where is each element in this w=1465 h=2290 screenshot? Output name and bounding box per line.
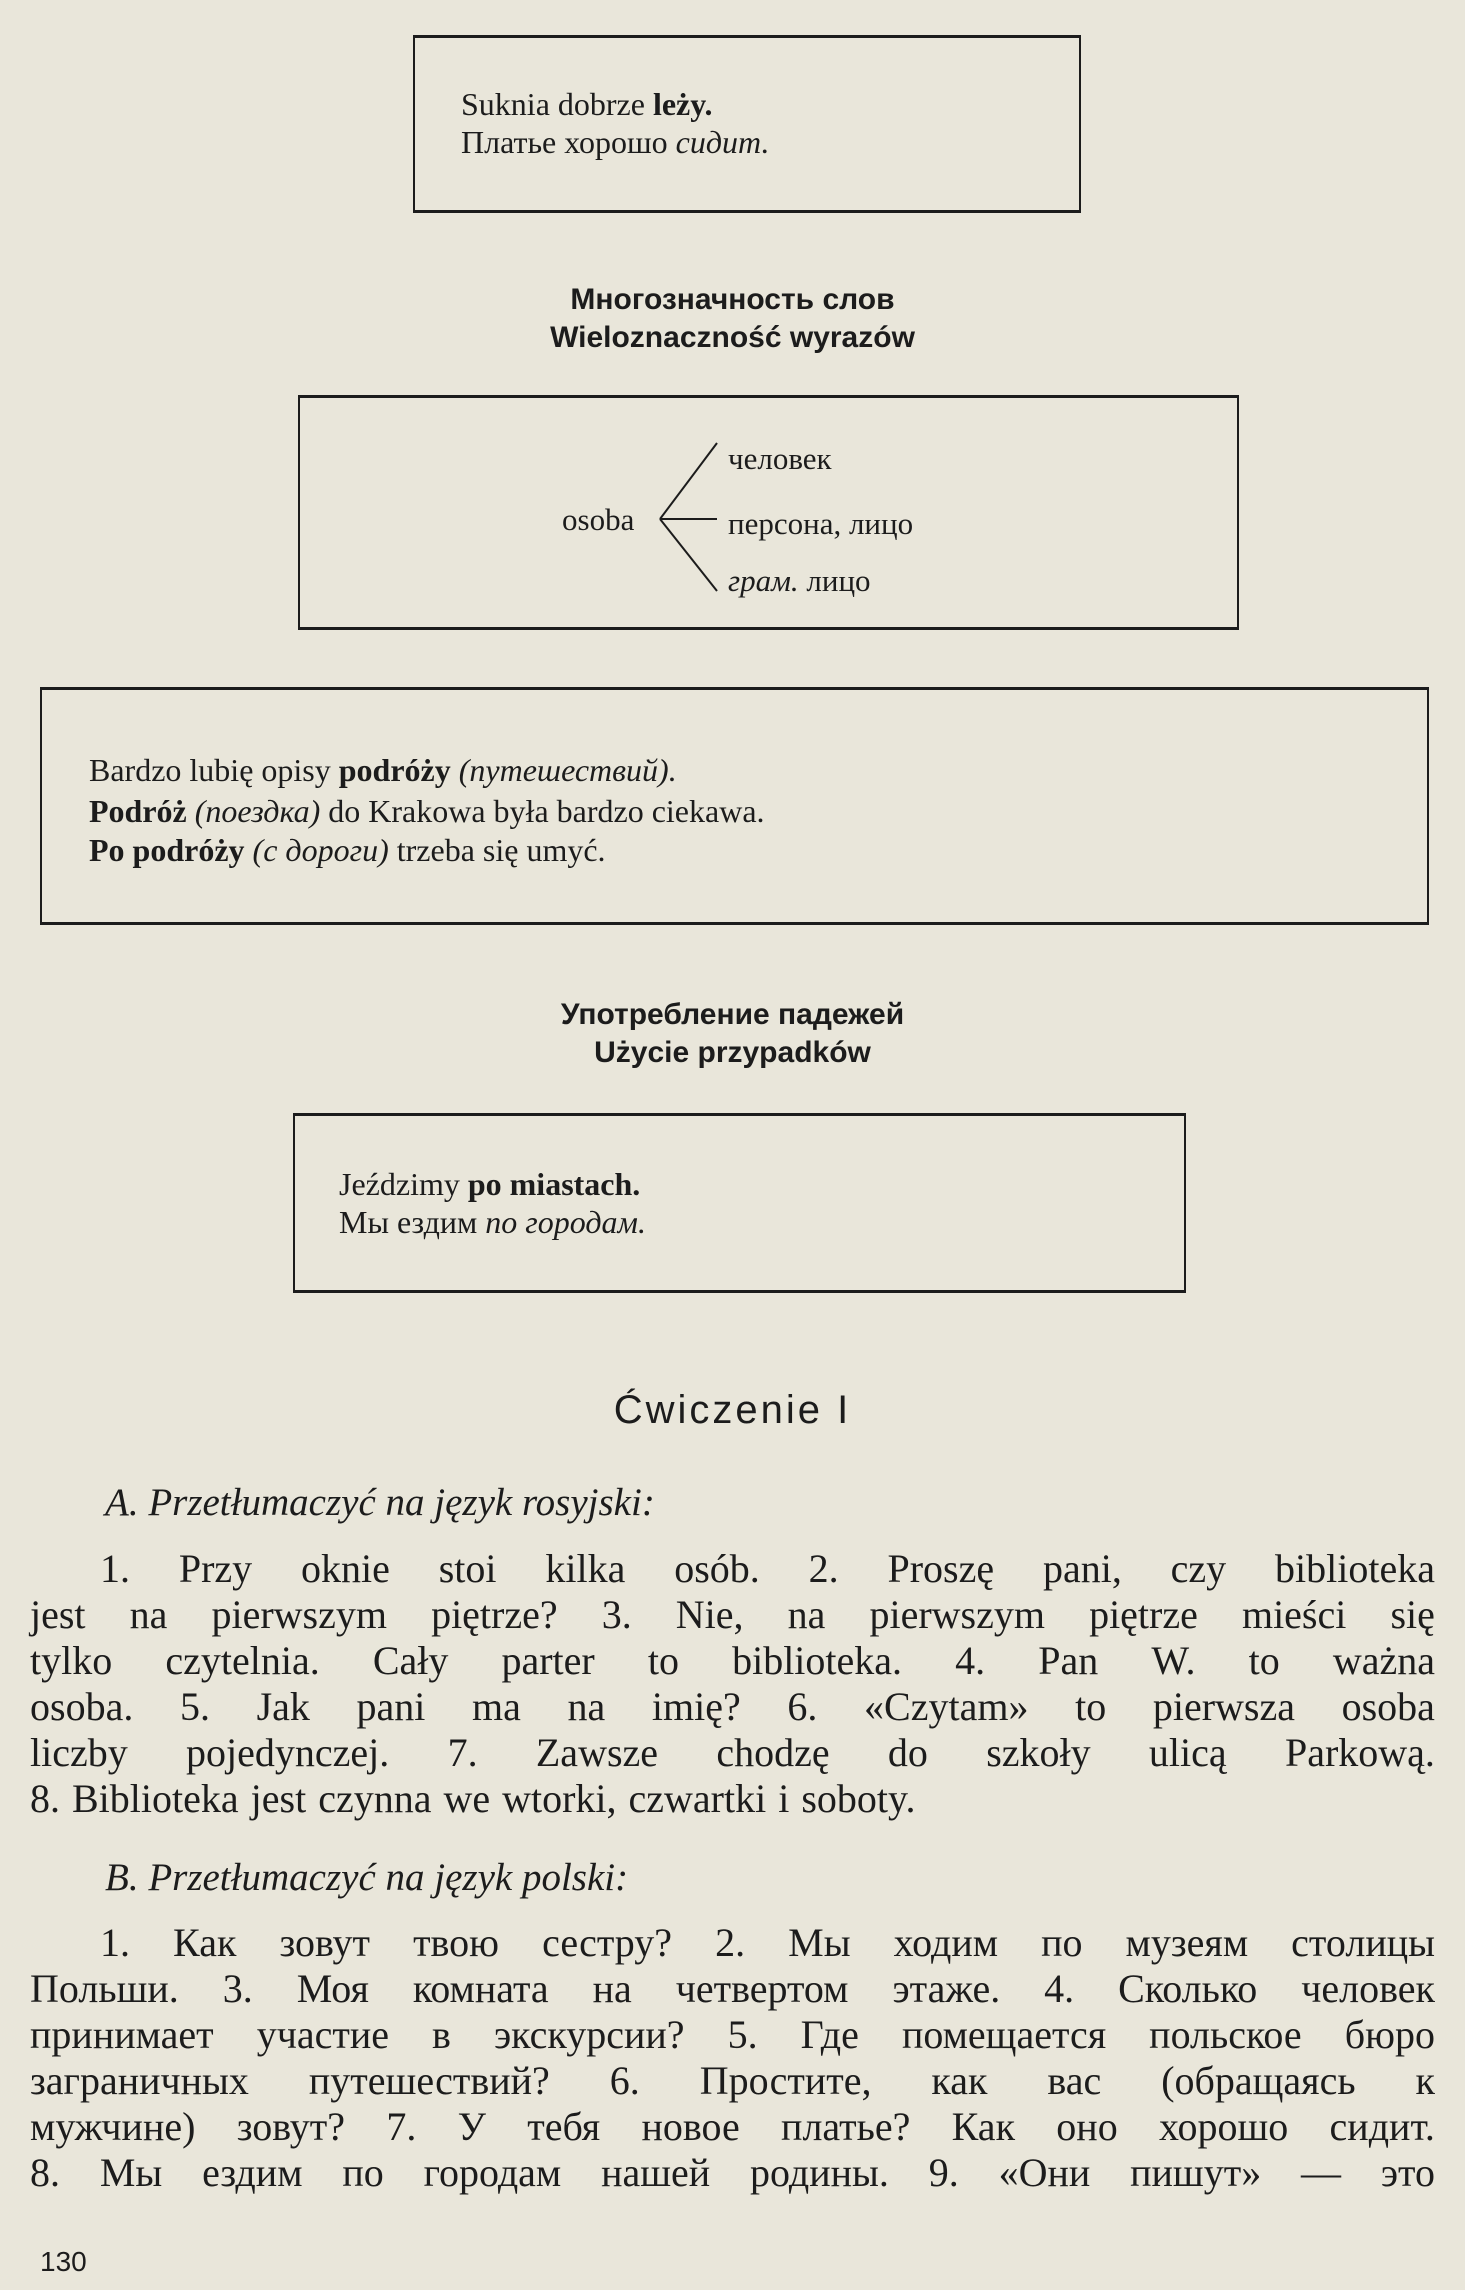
- word: «Они: [998, 2150, 1091, 2195]
- word: экскурсии?: [494, 2012, 685, 2057]
- word: музеям: [1125, 1920, 1249, 1965]
- word: 8.: [30, 2150, 60, 2195]
- word: 4.: [955, 1638, 986, 1683]
- word: czy: [1170, 1546, 1227, 1591]
- word: ważna: [1332, 1638, 1435, 1683]
- word: Польши.: [30, 1966, 179, 2011]
- polish-sentence: Suknia dobrze leży.: [461, 86, 713, 122]
- meaning-3: грам. лицо: [728, 563, 871, 598]
- word: to: [1248, 1638, 1280, 1683]
- word: czwartki: [628, 1776, 767, 1821]
- word: Pan: [1038, 1638, 1099, 1683]
- word: biblioteka: [1275, 1546, 1435, 1591]
- word: liczby: [30, 1730, 128, 1775]
- example-box-sit: [413, 35, 1081, 213]
- word: вас: [1047, 2058, 1102, 2103]
- word: в: [432, 2012, 451, 2057]
- word: 2.: [715, 1920, 746, 1965]
- word: ездим: [202, 2150, 303, 2195]
- word: to: [647, 1638, 679, 1683]
- word: (обращаясь: [1161, 2058, 1356, 2103]
- word: на: [592, 1966, 632, 2011]
- word: Proszę: [887, 1546, 995, 1591]
- word: польское: [1149, 2012, 1302, 2057]
- word: na: [567, 1684, 606, 1729]
- word: Сколько: [1118, 1966, 1258, 2011]
- word: У: [457, 2104, 486, 2149]
- word: 5.: [179, 1684, 210, 1729]
- word: зовут: [279, 1920, 371, 1965]
- polish-sentence: Jeździmy po miastach.: [339, 1166, 641, 1202]
- word: сестру?: [542, 1920, 673, 1965]
- word: городам: [423, 2150, 562, 2195]
- polysemy-diagram-box: [298, 395, 1239, 630]
- word: к: [1415, 2058, 1435, 2103]
- word: 5.: [727, 2012, 758, 2057]
- word: Parkową.: [1284, 1730, 1435, 1775]
- word: W.: [1151, 1638, 1196, 1683]
- example-box-travel: [40, 687, 1429, 925]
- word: czynna: [318, 1776, 432, 1821]
- word: Как: [173, 1920, 237, 1965]
- travel-sentence-2: Podróż (поездка) do Krakowa była bardzo ciekawa.: [89, 793, 765, 829]
- word: ma: [472, 1684, 521, 1729]
- text-line: [30, 1684, 1435, 1730]
- word: нашей: [601, 2150, 711, 2195]
- word: новое: [641, 2104, 740, 2149]
- word: —: [1301, 2150, 1342, 2195]
- word: 6.: [609, 2058, 640, 2103]
- word: kilka: [545, 1546, 626, 1591]
- russian-sentence: Платье хорошо сидит.: [461, 124, 770, 160]
- word: 3.: [601, 1592, 632, 1637]
- word: 8.: [30, 1776, 60, 1821]
- text-line: [30, 2104, 1435, 2150]
- word: принимает: [30, 2012, 214, 2057]
- word: Jak: [256, 1684, 310, 1729]
- word: по: [342, 2150, 384, 2195]
- section-heading-cases: [0, 996, 1465, 1072]
- exercise-title: Ćwiczenie I: [613, 1388, 852, 1432]
- word: imię?: [651, 1684, 741, 1729]
- text-line: [30, 2150, 1435, 2196]
- word: Мы: [788, 1920, 851, 1965]
- word: mieści: [1241, 1592, 1347, 1637]
- word: Мы: [99, 2150, 163, 2195]
- word: бюро: [1344, 2012, 1435, 2057]
- word: na: [787, 1592, 826, 1637]
- polysemy-word: osoba: [562, 502, 635, 537]
- word: to: [1075, 1684, 1107, 1729]
- text-line: [30, 2058, 1435, 2104]
- word: piętrze?: [431, 1592, 558, 1637]
- word: we: [443, 1776, 491, 1821]
- word: na: [129, 1592, 168, 1637]
- word: pierwszym: [869, 1592, 1045, 1637]
- text-line: [30, 1638, 1435, 1684]
- meaning-2: персона, лицо: [728, 506, 914, 541]
- word: 2.: [808, 1546, 839, 1591]
- word: 4.: [1044, 1966, 1075, 2011]
- word: osób.: [674, 1546, 760, 1591]
- word: ulicą: [1148, 1730, 1227, 1775]
- word: по: [1041, 1920, 1083, 1965]
- section-heading-polysemy: [0, 281, 1465, 357]
- word: Моя: [296, 1966, 369, 2011]
- word: помещается: [901, 2012, 1107, 2057]
- word: Nie,: [675, 1592, 744, 1637]
- heading-ru: Употребление падежей: [560, 998, 905, 1031]
- word: stoi: [438, 1546, 497, 1591]
- word: участие: [256, 2012, 389, 2057]
- word: jest: [30, 1592, 86, 1637]
- word: czytelnia.: [165, 1638, 320, 1683]
- part-a-title: A. Przetłumaczyć na język rosyjski:: [105, 1481, 655, 1524]
- word: szkoły: [986, 1730, 1091, 1775]
- word: 9.: [928, 2150, 959, 2195]
- word: chodzę: [716, 1730, 830, 1775]
- word: заграничных: [30, 2058, 249, 2103]
- text-line: [30, 1592, 1435, 1638]
- travel-sentence-3: Po podróży (с дороги) trzeba się umyć.: [89, 832, 606, 868]
- word: сидит.: [1329, 2104, 1435, 2149]
- travel-sentence-1: Bardzo lubię opisy podróży (путешествий).: [89, 752, 677, 788]
- word: столицы: [1291, 1920, 1435, 1965]
- word: pierwszym: [211, 1592, 387, 1637]
- word: osoba: [1341, 1684, 1435, 1729]
- word: i: [778, 1776, 790, 1821]
- word: этаже.: [892, 1966, 1001, 2011]
- word: biblioteka.: [732, 1638, 903, 1683]
- word: оно: [1056, 2104, 1118, 2149]
- word: комната: [412, 1966, 549, 2011]
- word: osoba.: [30, 1684, 134, 1729]
- meaning-1: человек: [728, 441, 832, 476]
- word: 1.: [100, 1546, 130, 1591]
- word: Przy: [178, 1546, 253, 1591]
- heading-pl: Wieloznaczność wyrazów: [550, 321, 915, 354]
- word: это: [1380, 2150, 1435, 2195]
- word: 7.: [386, 2104, 417, 2149]
- word: wtorki,: [502, 1776, 617, 1821]
- russian-sentence: Мы ездим по городам.: [339, 1204, 646, 1240]
- text-line: [30, 1730, 1435, 1776]
- word: Где: [800, 2012, 859, 2057]
- word: soboty.: [801, 1776, 916, 1821]
- word: твою: [413, 1920, 500, 1965]
- text-line: [30, 2012, 1435, 2058]
- word: do: [887, 1730, 928, 1775]
- word: pierwsza: [1152, 1684, 1295, 1729]
- word: tylko: [30, 1638, 113, 1683]
- text-line: [30, 1920, 1435, 1966]
- word: się: [1390, 1592, 1435, 1637]
- word: Biblioteka: [72, 1776, 239, 1821]
- heading-pl: Użycie przypadków: [594, 1036, 871, 1069]
- word: как: [931, 2058, 988, 2103]
- word: мужчине): [30, 2104, 196, 2149]
- word: Как: [951, 2104, 1015, 2149]
- word: 1.: [100, 1920, 130, 1965]
- word: человек: [1301, 1966, 1435, 2011]
- word: piętrze: [1089, 1592, 1198, 1637]
- text-line: [30, 1546, 1435, 1592]
- word: oknie: [301, 1546, 390, 1591]
- heading-ru: Многозначность слов: [570, 283, 895, 316]
- word: 7.: [447, 1730, 478, 1775]
- part-a-text: [30, 1546, 1435, 1822]
- word: Простите,: [699, 2058, 872, 2103]
- word: pani: [356, 1684, 426, 1729]
- word: родины.: [750, 2150, 889, 2195]
- word: Zawsze: [535, 1730, 659, 1775]
- example-box-cities: [293, 1113, 1186, 1293]
- word: pani,: [1042, 1546, 1122, 1591]
- word: платье?: [781, 2104, 911, 2149]
- word: pojedynczej.: [186, 1730, 390, 1775]
- word: четвертом: [675, 1966, 849, 2011]
- word: «Czytam»: [864, 1684, 1029, 1729]
- word: Cały: [372, 1638, 449, 1683]
- word: хорошо: [1158, 2104, 1289, 2149]
- part-b-title: B. Przetłumaczyć na język polski:: [105, 1856, 629, 1899]
- word: путешествий?: [308, 2058, 550, 2103]
- word: тебя: [527, 2104, 601, 2149]
- word: 6.: [787, 1684, 818, 1729]
- word: пишут»: [1130, 2150, 1262, 2195]
- word: ходим: [893, 1920, 999, 1965]
- text-line: [30, 1966, 1435, 2012]
- word: parter: [501, 1638, 595, 1683]
- text-line: [30, 1776, 1435, 1822]
- word: 3.: [222, 1966, 253, 2011]
- word: зовут?: [236, 2104, 346, 2149]
- page-number: 130: [40, 2246, 87, 2277]
- word: jest: [250, 1776, 307, 1821]
- part-b-text: [30, 1920, 1435, 2196]
